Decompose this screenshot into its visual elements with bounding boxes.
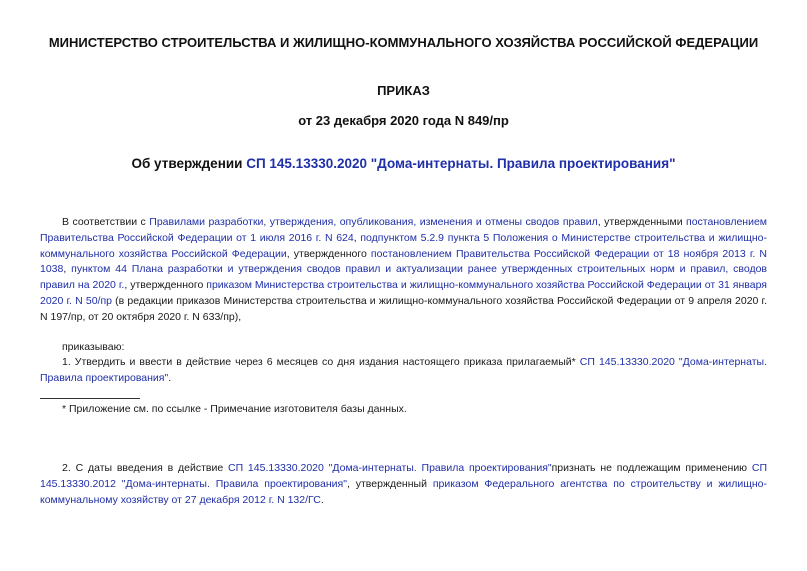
order-heading: ПРИКАЗ	[377, 83, 430, 98]
title-prefix: Об утверждении	[131, 156, 247, 171]
prikazyvayu-text: приказываю:	[62, 341, 125, 353]
preamble-paragraph	[40, 215, 767, 326]
link-order-50pr[interactable]: приказом Министерства строительства и жилищно-коммунального хозяйства Российской Федерации от 31 января 2020 г. N 50/пр	[40, 279, 767, 307]
ministry-name: МИНИСТЕРСТВО СТРОИТЕЛЬСТВА И ЖИЛИЩНО-КОММУНАЛЬНОГО ХОЗЯЙСТВА РОССИЙСКОЙ ФЕДЕРАЦИИ	[48, 35, 759, 50]
link-sp-145-2020-clause-2[interactable]: СП 145.13330.2020 "Дома-интернаты. Правила проектирования"	[228, 462, 552, 474]
clause-2-text-2: признать не подлежащим применению	[551, 462, 752, 474]
link-government-decree-624[interactable]: постановлением Правительства Российской Федерации от 1 июля 2016 г. N 624	[40, 216, 768, 244]
link-sp-145-2012[interactable]: СП 145.13330.2012 "Дома-интернаты. Правила проектирования"	[40, 462, 768, 490]
clause-2	[40, 461, 767, 508]
clause-1-text: 1. Утвердить и ввести в действие через 6 месяцев со дня издания настоящего приказа прилагаемый*	[62, 356, 580, 368]
link-government-decree-1038[interactable]: постановлением Правительства Российской Федерации от 18 ноября 2013 г. N 1038	[40, 247, 767, 276]
link-rules-development[interactable]: Правилами разработки, утверждения, опубликования, изменения и отмены сводов правил	[149, 216, 598, 228]
title-link[interactable]: СП 145.13330.2020 "Дома-интернаты. Правила проектирования"	[246, 156, 676, 171]
link-sp-145-2020[interactable]: СП 145.13330.2020 "Дома-интернаты. Правила проектирования"	[40, 356, 767, 384]
clause-1	[40, 355, 767, 387]
footnote: * Приложение см. по ссылке - Примечание изготовителя базы данных.	[62, 403, 407, 415]
clause-2-text-1: 2. С даты введения в действие	[62, 462, 228, 474]
clause-1-end: .	[168, 371, 172, 384]
preamble-text-7: (в редакции приказов Министерства строительства и жилищно-коммунального хозяйства Российской Федерации от 9 апреля 2020 г. N 197/пр, от 20 октября 2020 г. N 633/пр),	[40, 294, 767, 323]
preamble-text-2: , утвержденными	[597, 216, 687, 228]
link-subclause-529[interactable]: подпунктом 5.2.9 пункта 5 Положения о Министерстве строительства и жилищно-коммунального хозяйства Российской Федерации	[40, 231, 768, 260]
preamble-text-4: , утвержденного	[286, 247, 371, 260]
link-plan-clause-44[interactable]: пунктом 44 Плана разработки и утверждения сводов правил и актуализации ранее утвержденных строительных норм и правил, сводов правил на 2020 г.	[40, 263, 767, 292]
document-title	[40, 155, 767, 172]
clause-2-text-3: , утвержденный	[346, 477, 433, 490]
preamble-text-5: ,	[63, 263, 72, 276]
preamble-text-6: , утвержденного	[124, 279, 207, 292]
order-date: от 23 декабря 2020 года N 849/пр	[298, 113, 509, 128]
clause-2-end: .	[320, 493, 324, 506]
preamble-text-1: В соответствии с	[62, 216, 150, 228]
preamble-text-3: ,	[353, 231, 361, 244]
footnote-divider	[40, 398, 140, 399]
link-order-132gs[interactable]: приказом Федерального агентства по строительству и жилищно-коммунальному хозяйству от 27 декабря 2012 г. N 132/ГС	[40, 477, 767, 506]
